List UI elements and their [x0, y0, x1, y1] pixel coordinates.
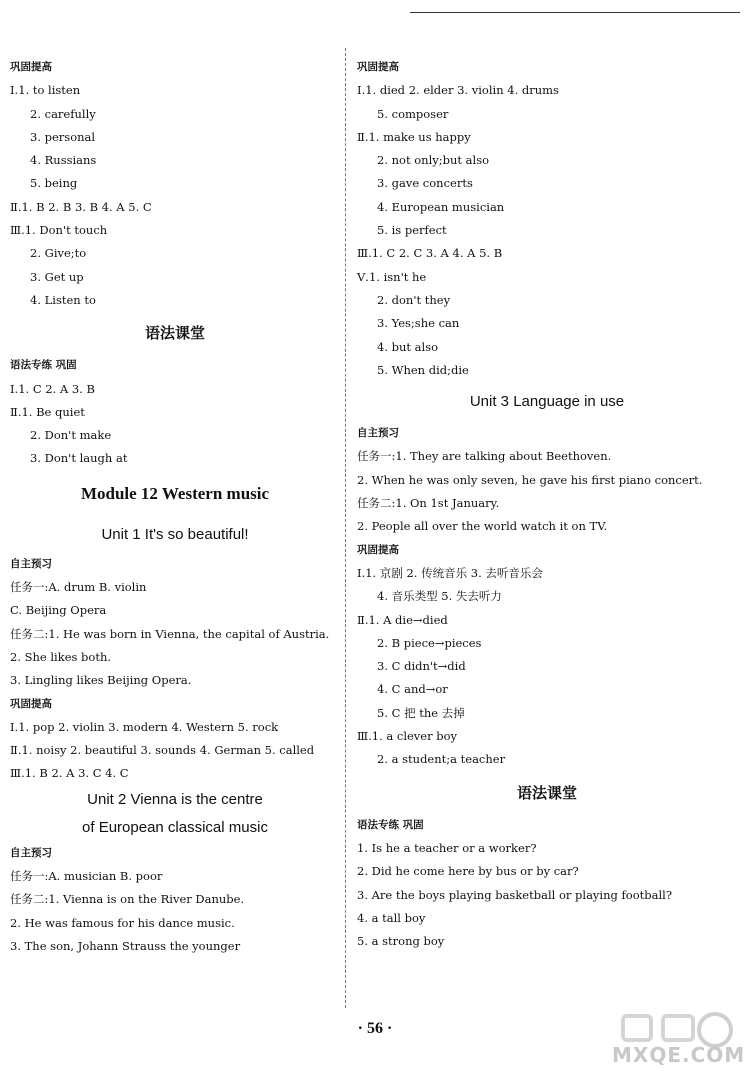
answer-line: 2. She likes both.	[10, 649, 112, 664]
answer-line: 4. a tall boy	[357, 910, 426, 925]
unit-title-continued: of European classical music	[82, 818, 268, 836]
grammar-heading: 语法课堂	[516, 783, 577, 802]
answer-line: 2. Give;to	[30, 246, 87, 261]
answer-line: 3. Lingling likes Beijing Opera.	[10, 673, 192, 688]
answer-line: Ⅰ.1. died 2. elder 3. violin 4. drums	[357, 83, 559, 98]
section-tag: 自主预习	[10, 846, 52, 859]
unit-title: Unit 1 It's so beautiful!	[101, 525, 249, 543]
grammar-heading: 语法课堂	[144, 324, 205, 343]
right-column	[357, 56, 737, 953]
answer-line: 5. When did;die	[377, 362, 469, 377]
answer-line: Ⅰ.1. 京剧 2. 传统音乐 3. 去听音乐会	[357, 565, 543, 580]
answer-line: 2. Did he come here by bus or by car?	[357, 864, 579, 879]
section-tag: 巩固提高	[357, 61, 399, 73]
answer-line: Ⅴ.1. isn't he	[357, 269, 427, 284]
section-tag: 巩固提高	[10, 697, 52, 710]
answer-line: Ⅰ.1. C 2. A 3. B	[10, 381, 95, 396]
answer-line: 任务一:1. They are talking about Beethoven.	[357, 449, 612, 464]
answer-line: 3. Don't laugh at	[30, 451, 128, 466]
section-tag: 语法专练 巩固	[10, 359, 77, 372]
section-tag: 巩固提高	[357, 543, 399, 556]
answer-line: 3. C didn't→did	[377, 659, 466, 674]
answer-line: 任务一:A. musician B. poor	[10, 869, 163, 884]
answer-line: 3. Get up	[30, 269, 84, 284]
answer-line: 4. C and→or	[377, 682, 448, 697]
top-rule	[410, 12, 740, 13]
watermark-text: MXQE.COM	[612, 1043, 746, 1067]
answer-line: 2. When he was only seven, he gave his first piano concert.	[357, 472, 703, 487]
column-divider	[345, 48, 346, 1008]
section-tag: 自主预习	[10, 557, 52, 570]
answer-line: Ⅱ.1. make us happy	[357, 129, 471, 144]
answer-line: 4. but also	[377, 339, 439, 354]
answer-line: Ⅱ.1. A die→died	[357, 612, 448, 627]
answer-line: 2. Don't make	[30, 428, 112, 443]
module-title: Module 12 Western music	[80, 483, 270, 503]
unit-title: Unit 2 Vienna is the centre	[87, 790, 263, 808]
answer-line: 3. Yes;she can	[377, 316, 460, 331]
answer-line: 3. Are the boys playing basketball or playing football?	[357, 887, 672, 902]
answer-line: 3. gave concerts	[377, 176, 473, 191]
answer-line: 2. carefully	[30, 106, 96, 121]
answer-line: 1. Is he a teacher or a worker?	[357, 840, 537, 855]
answer-line: Ⅲ.1. a clever boy	[357, 729, 458, 744]
answer-line: Ⅲ.1. C 2. C 3. A 4. A 5. B	[357, 246, 503, 261]
answer-line: 5. is perfect	[377, 223, 447, 238]
answer-line: 2. He was famous for his dance music.	[10, 915, 235, 930]
section-tag: 自主预习	[357, 427, 399, 440]
page-number: · 56 ·	[357, 1020, 393, 1037]
section-tag: 语法专练 巩固	[357, 818, 424, 831]
unit-title: Unit 3 Language in use	[469, 393, 625, 411]
answer-line: 2. not only;but also	[377, 153, 490, 168]
answer-line: 任务一:A. drum B. violin	[10, 580, 147, 595]
answer-line: 4. 音乐类型 5. 失去听力	[377, 589, 502, 604]
answer-line: Ⅰ.1. pop 2. violin 3. modern 4. Western 5. rock	[10, 719, 279, 734]
answer-line: 5. a strong boy	[357, 934, 445, 949]
answer-line: 2. People all over the world watch it on TV.	[357, 519, 608, 534]
answer-line: 2. a student;a teacher	[377, 752, 506, 767]
answer-line: Ⅲ.1. B 2. A 3. C 4. C	[10, 766, 129, 781]
answer-line: 2. B piece→pieces	[377, 635, 482, 650]
answer-line: 2. don't they	[377, 292, 451, 307]
answer-line: 4. Russians	[30, 153, 97, 168]
answer-line: 5. being	[30, 176, 78, 191]
answer-line: 任务二:1. On 1st January.	[357, 496, 500, 511]
answer-line: Ⅰ.1. to listen	[10, 83, 81, 98]
answer-line: Ⅱ.1. noisy 2. beautiful 3. sounds 4. German 5. called	[10, 743, 315, 758]
answer-line: 3. The son, Johann Strauss the younger	[10, 938, 241, 953]
answer-line: 4. European musician	[377, 199, 505, 214]
answer-line: 4. Listen to	[30, 292, 96, 307]
answer-line: 5. composer	[377, 106, 449, 121]
answer-line: Ⅱ.1. B 2. B 3. B 4. A 5. C	[10, 199, 152, 214]
answer-line: 3. personal	[30, 129, 96, 144]
answer-line: 任务二:1. He was born in Vienna, the capital of Austria.	[10, 626, 330, 641]
left-column	[10, 56, 340, 958]
answer-line: 5. C 把 the 去掉	[377, 705, 465, 720]
answer-line: Ⅲ.1. Don't touch	[10, 223, 108, 238]
answer-line: 任务二:1. Vienna is on the River Danube.	[10, 892, 245, 907]
section-tag: 巩固提高	[10, 61, 52, 73]
answer-line: C. Beijing Opera	[10, 603, 107, 618]
answer-line: Ⅱ.1. Be quiet	[10, 404, 85, 419]
